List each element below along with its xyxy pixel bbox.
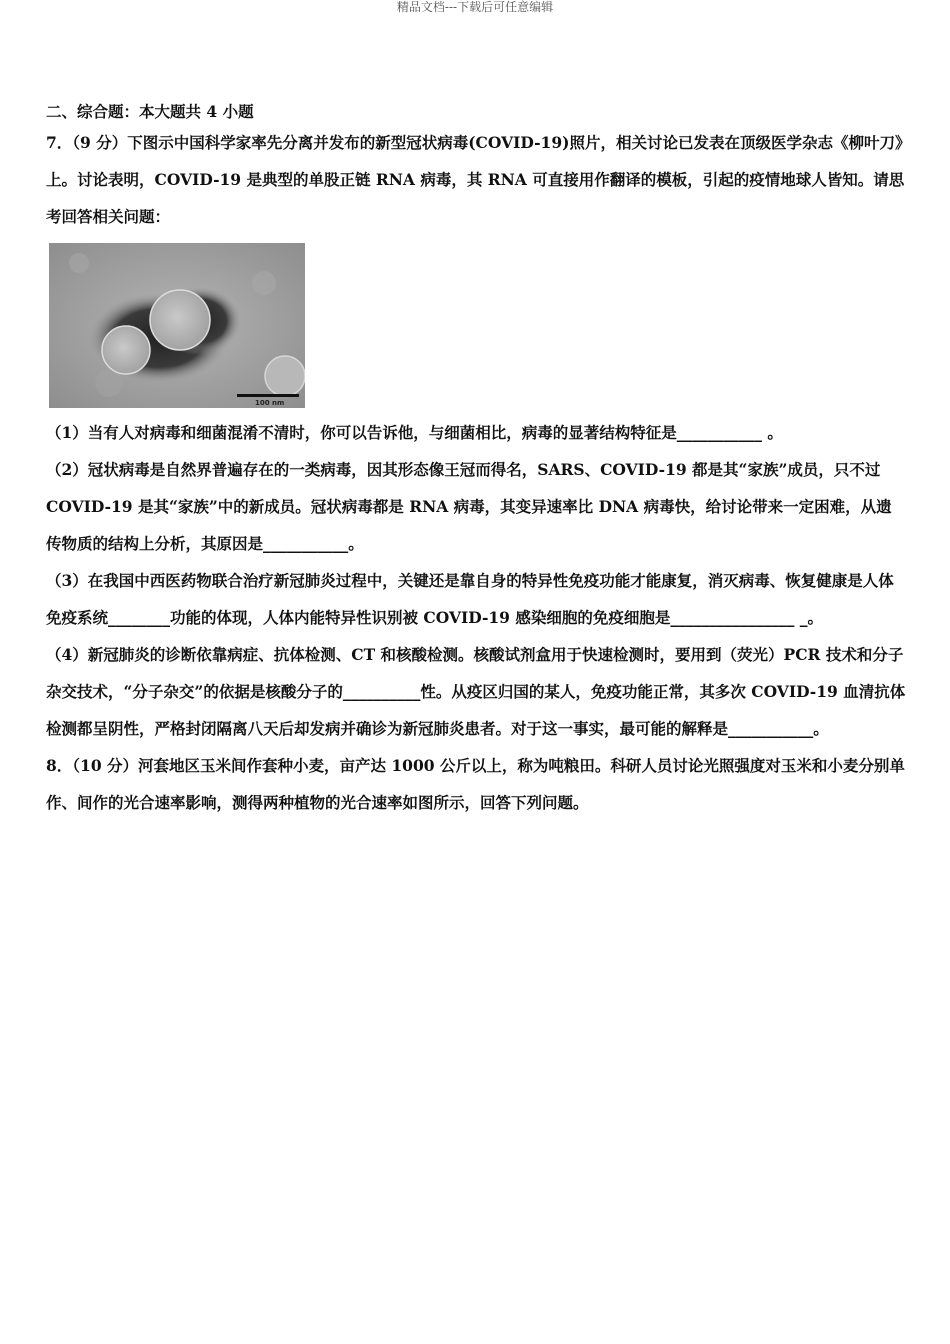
question-8-intro: 8．（10 分）河套地区玉米间作套种小麦，亩产达 1000 公斤以上，称为吨粮田。科研人员讨论光照强度对玉米和小麦分别单作、间作的光合速率影响，测得两种植物的光合速率如图所示，回答下列问题。 xyxy=(46,756,905,812)
question-7-intro: 7．（9 分）下图示中国科学家率先分离并发布的新型冠状病毒(COVID-19)照片，相关讨论已发表在顶级医学杂志《柳叶刀》上。讨论表明，COVID-19 是典型的单股正链 RNA 病毒，其 RNA 可直接用作翻译的模板，引起的疫情地球人皆知。请思考回答相关问题： xyxy=(46,133,905,226)
section-title: 二、综合题：本大题共 4 小题 xyxy=(46,102,254,121)
question-7-part-2: （2）冠状病毒是自然界普遍存在的一类病毒，因其形态像王冠而得名，SARS、COVID-19 都是其“家族”成员，只不过 COVID-19 是其“家族”中的新成员。冠状病毒都是 RNA 病毒，其变异速率比 DNA 病毒快，给讨论带来一定困难，从遗传物质的结构上分析，其原因是___________。 xyxy=(46,460,892,553)
scale-bar-label: 100 nm xyxy=(255,399,285,407)
virus-micrograph-image xyxy=(49,243,305,408)
question-7-part-4: （4）新冠肺炎的诊断依靠病症、抗体检测、CT 和核酸检测。核酸试剂盒用于快速检测时，要用到（荧光）PCR 技术和分子杂交技术，“分子杂交”的依据是核酸分子的__________性。从疫区归国的某人，免疫功能正常，其多次 COVID-19 血清抗体检测都呈阴性，严格封闭隔离八天后却发病并确诊为新冠肺炎患者。对于这一事实，最可能的解释是___________。 xyxy=(46,645,906,738)
question-7-part-3: （3）在我国中西医药物联合治疗新冠肺炎过程中，关键还是靠自身的特异性免疫功能才能康复，消灭病毒、恢复健康是人体免疫系统________功能的体现，人体内能特异性识别被 COVID-19 感染细胞的免疫细胞是________________ _。 xyxy=(46,571,894,627)
question-7-part-1: （1）当有人对病毒和细菌混淆不清时，你可以告诉他，与细菌相比，病毒的显著结构特征是___________ 。 xyxy=(46,423,783,442)
page-header: 精品文档---下载后可任意编辑 xyxy=(396,0,554,14)
document-body xyxy=(46,100,906,821)
